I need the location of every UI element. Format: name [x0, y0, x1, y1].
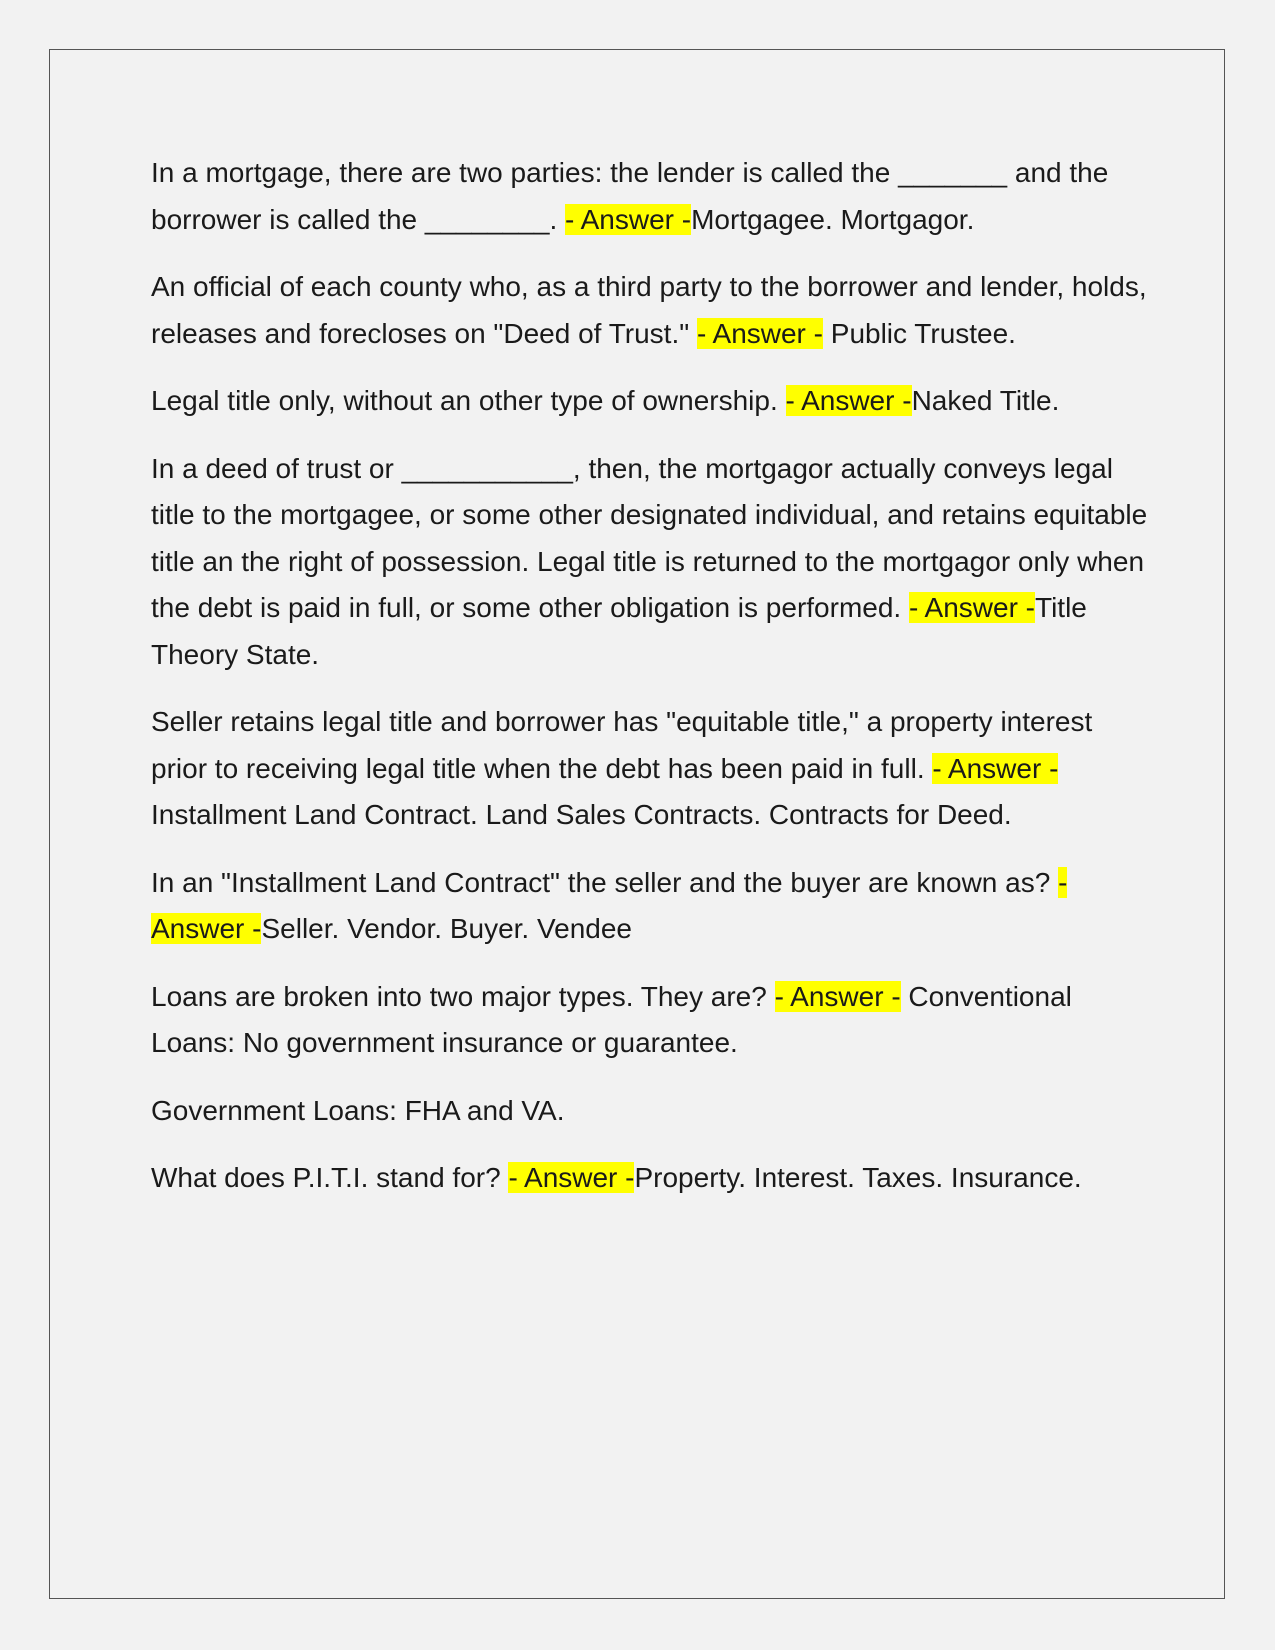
question-text: In an "Installment Land Contract" the seller and the buyer are known as?	[151, 866, 1059, 898]
document-body	[151, 150, 1151, 1223]
qa-item	[151, 1088, 1151, 1135]
qa-item	[151, 378, 1151, 425]
qa-item	[151, 974, 1151, 1067]
question-text: What does P.I.T.I. stand for?	[151, 1162, 509, 1193]
answer-marker: - Answer -	[508, 1162, 635, 1193]
question-text: In a deed of trust or ___________, then, the mortgagor actually conveys legal title to the mortgagee, or some other designated individual, and retains equitable title an the right of possession. Legal title is returned to the mortgagor only when the debt is paid in full, or some other obligation is performed.	[151, 452, 1148, 623]
qa-item	[151, 446, 1151, 679]
answer-marker: - Answer -	[785, 385, 912, 416]
answer-text: Seller. Vendor. Buyer. Vendee	[261, 913, 632, 944]
question-text: Loans are broken into two major types. They are?	[151, 980, 775, 1012]
answer-text: Installment Land Contract. Land Sales Contracts. Contracts for Deed.	[151, 799, 1012, 830]
answer-marker: - Answer -	[696, 317, 823, 349]
question-text: Legal title only, without an other type of ownership.	[151, 385, 786, 416]
qa-item	[151, 860, 1151, 953]
answer-text: Property. Interest. Taxes. Insurance.	[634, 1162, 1082, 1193]
answer-marker: - Answer -	[774, 980, 901, 1012]
question-text: Seller retains legal title and borrower has "equitable title," a property interest prior to receiving legal title when the debt has been paid in full.	[151, 706, 1093, 784]
answer-continuation-text: Government Loans: FHA and VA.	[151, 1094, 565, 1126]
qa-item	[151, 150, 1151, 243]
answer-marker: - Answer -	[565, 203, 692, 235]
qa-item	[151, 264, 1151, 357]
answer-text: Title Theory State.	[151, 592, 1087, 670]
qa-item	[151, 699, 1151, 839]
qa-item	[151, 1155, 1151, 1202]
answer-text: Conventional Loans: No government insurance or guarantee.	[151, 980, 1072, 1058]
answer-marker: - Answer -	[932, 752, 1059, 784]
answer-text: Mortgagee. Mortgagor.	[691, 203, 975, 235]
answer-marker: - Answer -	[151, 866, 1068, 944]
question-text: An official of each county who, as a third party to the borrower and lender, holds, releases and forecloses on "Deed of Trust."	[151, 271, 1147, 349]
answer-marker: - Answer -	[908, 592, 1035, 623]
question-text: In a mortgage, there are two parties: the lender is called the _______ and the borrower is called the ________.	[151, 157, 1109, 235]
answer-text: Naked Title.	[911, 385, 1060, 416]
document-page	[49, 49, 1225, 1599]
answer-text: Public Trustee.	[822, 317, 1016, 349]
